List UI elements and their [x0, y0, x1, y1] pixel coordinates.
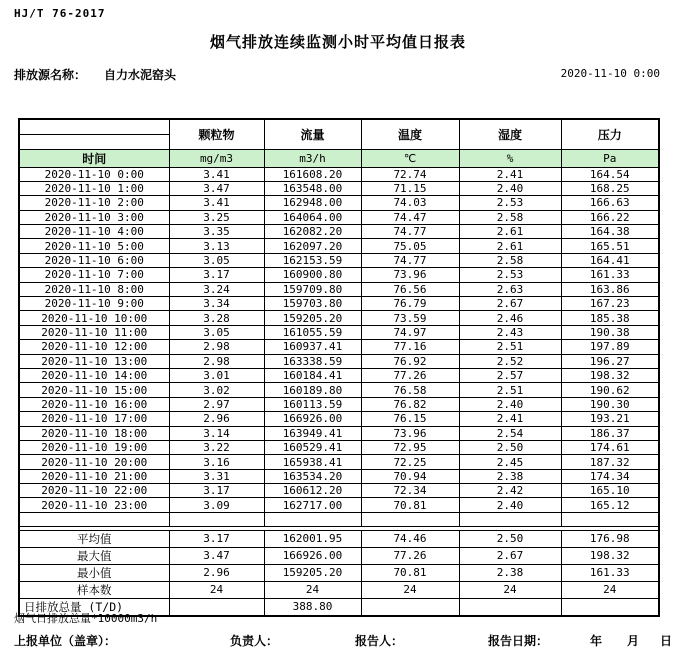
row-value: 165938.41	[264, 455, 361, 469]
table-row	[19, 297, 659, 311]
row-value: 3.02	[169, 383, 264, 397]
row-value: 166.22	[561, 210, 659, 224]
row-value: 160612.20	[264, 484, 361, 498]
row-value: 2.97	[169, 397, 264, 411]
row-time: 2020-11-10 3:00	[19, 210, 169, 224]
row-value: 160900.80	[264, 268, 361, 282]
row-value: 190.62	[561, 383, 659, 397]
table-row	[19, 354, 659, 368]
row-value: 3.09	[169, 498, 264, 512]
row-value: 163.86	[561, 282, 659, 296]
row-value: 2.45	[459, 455, 561, 469]
summary-value: 176.98	[561, 530, 659, 547]
row-value: 167.23	[561, 297, 659, 311]
row-time: 2020-11-10 2:00	[19, 196, 169, 210]
table-row	[19, 498, 659, 512]
summary-value: 24	[361, 581, 459, 598]
row-time: 2020-11-10 6:00	[19, 253, 169, 267]
table-row	[19, 340, 659, 354]
row-value: 2.51	[459, 340, 561, 354]
row-value: 3.13	[169, 239, 264, 253]
summary-rows	[19, 530, 659, 616]
row-value: 76.82	[361, 397, 459, 411]
summary-value: 3.17	[169, 530, 264, 547]
summary-value: 74.46	[361, 530, 459, 547]
summary-value: 70.81	[361, 564, 459, 581]
row-value: 76.15	[361, 412, 459, 426]
row-value: 73.96	[361, 268, 459, 282]
summary-label: 平均值	[19, 530, 169, 547]
row-value: 2.53	[459, 268, 561, 282]
row-value: 76.79	[361, 297, 459, 311]
row-value: 77.26	[361, 368, 459, 382]
column-header-pressure: 压力	[561, 119, 659, 149]
row-time: 2020-11-10 21:00	[19, 469, 169, 483]
row-value: 2.98	[169, 340, 264, 354]
row-value: 2.98	[169, 354, 264, 368]
table-row	[19, 455, 659, 469]
row-value: 2.51	[459, 383, 561, 397]
unit-row	[19, 149, 659, 167]
row-value: 160184.41	[264, 368, 361, 382]
row-value: 3.05	[169, 253, 264, 267]
row-value: 162082.20	[264, 225, 361, 239]
row-value: 2.46	[459, 311, 561, 325]
row-time: 2020-11-10 9:00	[19, 297, 169, 311]
row-value: 3.24	[169, 282, 264, 296]
row-value: 2.43	[459, 325, 561, 339]
row-value: 165.10	[561, 484, 659, 498]
row-value: 159703.80	[264, 297, 361, 311]
row-value: 166926.00	[264, 412, 361, 426]
unit-humidity: %	[459, 149, 561, 167]
row-value: 3.14	[169, 426, 264, 440]
row-value: 190.38	[561, 325, 659, 339]
row-value: 2.96	[169, 412, 264, 426]
summary-value: 77.26	[361, 547, 459, 564]
row-value: 164.54	[561, 167, 659, 181]
row-value: 163534.20	[264, 469, 361, 483]
row-value: 197.89	[561, 340, 659, 354]
time-header-bottom-cell	[19, 134, 169, 149]
time-header: 时间	[19, 149, 169, 167]
row-value: 161.33	[561, 268, 659, 282]
summary-value: 3.47	[169, 547, 264, 564]
row-value: 160113.59	[264, 397, 361, 411]
row-value: 160189.80	[264, 383, 361, 397]
summary-value: 161.33	[561, 564, 659, 581]
report-table-wrapper	[18, 118, 660, 617]
table-row	[19, 469, 659, 483]
table-row	[19, 397, 659, 411]
reporter-label: 报告人：	[355, 634, 404, 648]
column-header-particulate: 颗粒物	[169, 119, 264, 149]
summary-row	[19, 547, 659, 564]
row-value: 76.58	[361, 383, 459, 397]
time-header-top-cell	[19, 119, 169, 134]
month-label: 月	[627, 634, 640, 648]
summary-value: 2.67	[459, 547, 561, 564]
row-value: 2.54	[459, 426, 561, 440]
row-value: 161608.20	[264, 167, 361, 181]
row-time: 2020-11-10 16:00	[19, 397, 169, 411]
row-time: 2020-11-10 4:00	[19, 225, 169, 239]
row-value: 2.58	[459, 210, 561, 224]
summary-row	[19, 564, 659, 581]
standard-code: HJ/T 76-2017	[14, 7, 106, 20]
row-value: 2.40	[459, 498, 561, 512]
empty-row	[19, 512, 659, 526]
row-value: 74.47	[361, 210, 459, 224]
row-time: 2020-11-10 19:00	[19, 440, 169, 454]
row-value: 162948.00	[264, 196, 361, 210]
table-row	[19, 225, 659, 239]
row-value: 71.15	[361, 181, 459, 195]
row-value: 72.95	[361, 440, 459, 454]
summary-value	[361, 598, 459, 616]
row-value: 160937.41	[264, 340, 361, 354]
row-value: 162153.59	[264, 253, 361, 267]
row-time: 2020-11-10 23:00	[19, 498, 169, 512]
summary-value: 24	[459, 581, 561, 598]
row-time: 2020-11-10 5:00	[19, 239, 169, 253]
unit-flow: m3/h	[264, 149, 361, 167]
row-value: 72.74	[361, 167, 459, 181]
footer-note: 烟气日排放总量*10000m3/h	[14, 612, 158, 625]
summary-value	[169, 598, 264, 616]
table-row	[19, 210, 659, 224]
summary-label: 日排放总量 (T/D)	[19, 598, 169, 616]
row-value: 3.05	[169, 325, 264, 339]
row-value: 162097.20	[264, 239, 361, 253]
row-value: 163548.00	[264, 181, 361, 195]
row-time: 2020-11-10 11:00	[19, 325, 169, 339]
table-row	[19, 181, 659, 195]
row-value: 2.58	[459, 253, 561, 267]
row-value: 185.38	[561, 311, 659, 325]
row-value: 2.40	[459, 397, 561, 411]
row-time: 2020-11-10 13:00	[19, 354, 169, 368]
row-value: 174.61	[561, 440, 659, 454]
report-date-label: 报告日期：	[488, 634, 549, 648]
row-value: 2.67	[459, 297, 561, 311]
row-time: 2020-11-10 8:00	[19, 282, 169, 296]
row-value: 174.34	[561, 469, 659, 483]
row-time: 2020-11-10 20:00	[19, 455, 169, 469]
table-row	[19, 440, 659, 454]
table-row	[19, 412, 659, 426]
row-time: 2020-11-10 1:00	[19, 181, 169, 195]
row-value: 74.03	[361, 196, 459, 210]
row-value: 77.16	[361, 340, 459, 354]
table-row	[19, 167, 659, 181]
summary-value: 24	[264, 581, 361, 598]
page-title: 烟气排放连续监测小时平均值日报表	[209, 33, 466, 51]
summary-value	[561, 598, 659, 616]
row-value: 187.32	[561, 455, 659, 469]
table-row	[19, 268, 659, 282]
day-label: 日	[660, 634, 673, 648]
summary-value: 198.32	[561, 547, 659, 564]
row-time: 2020-11-10 17:00	[19, 412, 169, 426]
row-value: 75.05	[361, 239, 459, 253]
summary-value: 159205.20	[264, 564, 361, 581]
row-value: 190.30	[561, 397, 659, 411]
row-value: 3.16	[169, 455, 264, 469]
row-time: 2020-11-10 0:00	[19, 167, 169, 181]
row-value: 3.34	[169, 297, 264, 311]
row-value: 3.17	[169, 268, 264, 282]
row-value: 74.77	[361, 225, 459, 239]
row-value: 164064.00	[264, 210, 361, 224]
row-value: 73.96	[361, 426, 459, 440]
emission-source-name: 自力水泥窑头	[104, 68, 177, 82]
row-value: 2.42	[459, 484, 561, 498]
row-value: 165.12	[561, 498, 659, 512]
row-value: 74.97	[361, 325, 459, 339]
row-time: 2020-11-10 14:00	[19, 368, 169, 382]
row-value: 70.81	[361, 498, 459, 512]
summary-value: 2.96	[169, 564, 264, 581]
row-value: 2.52	[459, 354, 561, 368]
row-value: 165.51	[561, 239, 659, 253]
row-value: 164.41	[561, 253, 659, 267]
row-value: 2.61	[459, 225, 561, 239]
column-header-humidity: 湿度	[459, 119, 561, 149]
row-time: 2020-11-10 15:00	[19, 383, 169, 397]
row-value: 2.63	[459, 282, 561, 296]
table-row	[19, 368, 659, 382]
summary-value	[459, 598, 561, 616]
row-value: 3.01	[169, 368, 264, 382]
column-header-flow: 流量	[264, 119, 361, 149]
row-value: 198.32	[561, 368, 659, 382]
row-time: 2020-11-10 10:00	[19, 311, 169, 325]
report-table	[18, 118, 660, 617]
row-value: 72.25	[361, 455, 459, 469]
row-value: 72.34	[361, 484, 459, 498]
summary-value: 2.50	[459, 530, 561, 547]
column-header-temperature: 温度	[361, 119, 459, 149]
unit-temperature: ℃	[361, 149, 459, 167]
row-value: 3.28	[169, 311, 264, 325]
header-row-top	[19, 119, 659, 134]
row-value: 193.21	[561, 412, 659, 426]
table-row	[19, 484, 659, 498]
summary-label: 最小值	[19, 564, 169, 581]
year-label: 年	[590, 634, 603, 648]
separator-rows	[19, 512, 659, 530]
table-row	[19, 325, 659, 339]
summary-row	[19, 530, 659, 547]
summary-value: 162001.95	[264, 530, 361, 547]
emission-source-line	[14, 66, 176, 83]
row-value: 3.41	[169, 167, 264, 181]
row-value: 160529.41	[264, 440, 361, 454]
row-value: 70.94	[361, 469, 459, 483]
row-value: 73.59	[361, 311, 459, 325]
table-row	[19, 426, 659, 440]
row-value: 166.63	[561, 196, 659, 210]
row-value: 161055.59	[264, 325, 361, 339]
summary-value: 166926.00	[264, 547, 361, 564]
row-value: 2.57	[459, 368, 561, 382]
row-value: 2.41	[459, 167, 561, 181]
data-rows	[19, 167, 659, 512]
row-value: 2.53	[459, 196, 561, 210]
row-value: 3.25	[169, 210, 264, 224]
row-value: 196.27	[561, 354, 659, 368]
table-row	[19, 311, 659, 325]
row-value: 2.38	[459, 469, 561, 483]
table-row	[19, 253, 659, 267]
row-value: 2.50	[459, 440, 561, 454]
table-row	[19, 383, 659, 397]
report-datetime: 2020-11-10 0:00	[560, 67, 660, 80]
row-value: 3.17	[169, 484, 264, 498]
row-value: 3.47	[169, 181, 264, 195]
row-time: 2020-11-10 22:00	[19, 484, 169, 498]
row-value: 74.77	[361, 253, 459, 267]
summary-label: 最大值	[19, 547, 169, 564]
row-value: 2.40	[459, 181, 561, 195]
table-row	[19, 282, 659, 296]
row-value: 3.31	[169, 469, 264, 483]
row-value: 3.22	[169, 440, 264, 454]
row-value: 186.37	[561, 426, 659, 440]
row-value: 163338.59	[264, 354, 361, 368]
row-value: 162717.00	[264, 498, 361, 512]
row-time: 2020-11-10 12:00	[19, 340, 169, 354]
row-value: 3.41	[169, 196, 264, 210]
row-time: 2020-11-10 18:00	[19, 426, 169, 440]
row-value: 168.25	[561, 181, 659, 195]
summary-value: 24	[169, 581, 264, 598]
row-value: 76.92	[361, 354, 459, 368]
summary-value: 388.80	[264, 598, 361, 616]
summary-value: 24	[561, 581, 659, 598]
row-value: 163949.41	[264, 426, 361, 440]
emission-source-label: 排放源名称：	[14, 68, 87, 82]
table-row	[19, 239, 659, 253]
summary-value: 2.38	[459, 564, 561, 581]
report-unit-label: 上报单位（盖章）：	[14, 634, 117, 648]
principal-label: 负责人：	[230, 634, 279, 648]
footer-signature-line	[0, 632, 676, 648]
row-time: 2020-11-10 7:00	[19, 268, 169, 282]
summary-row	[19, 581, 659, 598]
row-value: 159709.80	[264, 282, 361, 296]
unit-pressure: Pa	[561, 149, 659, 167]
row-value: 3.35	[169, 225, 264, 239]
row-value: 2.41	[459, 412, 561, 426]
table-row	[19, 196, 659, 210]
row-value: 2.61	[459, 239, 561, 253]
unit-particulate: mg/m3	[169, 149, 264, 167]
summary-label: 样本数	[19, 581, 169, 598]
row-value: 159205.20	[264, 311, 361, 325]
row-value: 76.56	[361, 282, 459, 296]
row-value: 164.38	[561, 225, 659, 239]
